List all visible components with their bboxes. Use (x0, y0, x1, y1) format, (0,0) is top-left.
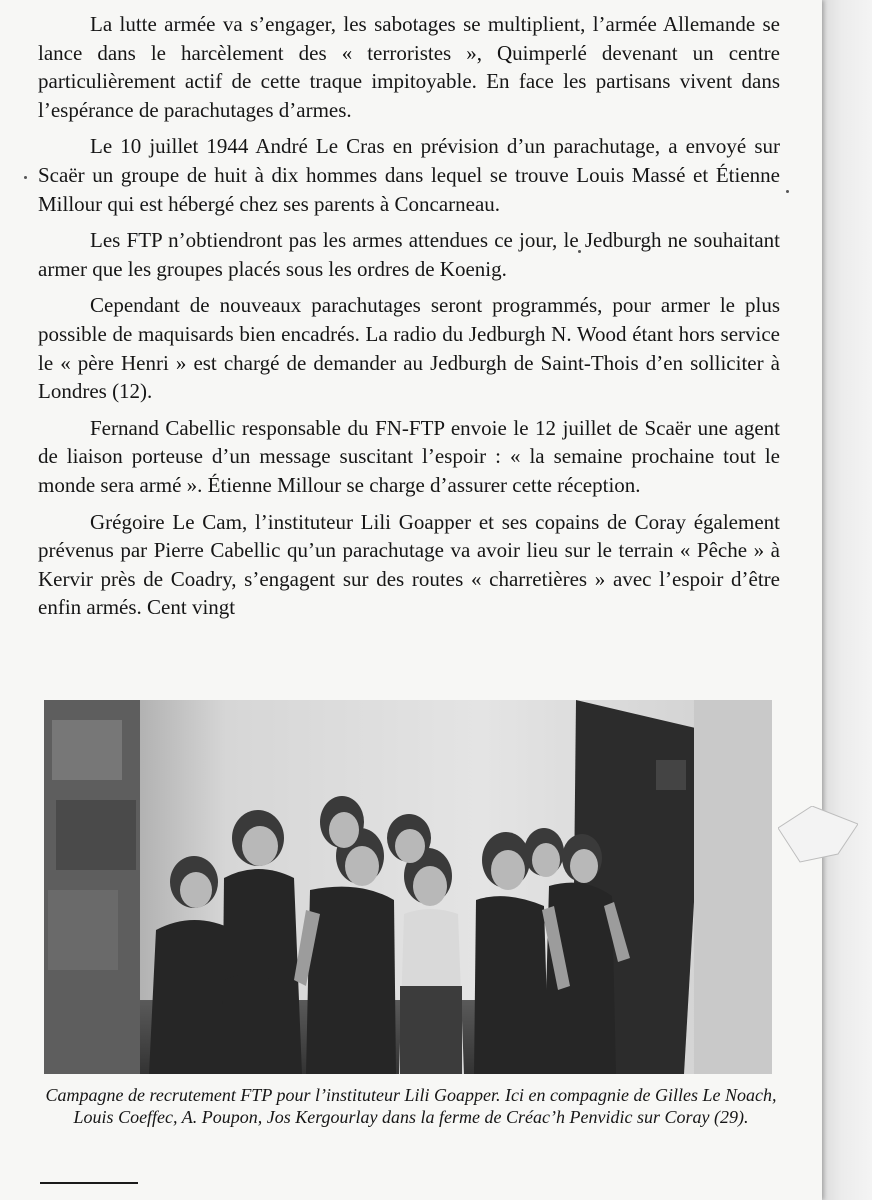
paragraph-1: La lutte armée va s’engager, les sabotages se multiplient, l’armée Allemande se lance dans le harcèlement des « terroristes », Quimperlé devenant un centre particulièrement actif de cette traque impitoyable. En face les partisans vivent dans l’espérance de parachutages d’armes. (38, 12, 780, 122)
paragraph-3: Les FTP n’obtiendront pas les armes attendues ce jour, le Jedburgh ne souhaitant armer que les groupes placés sous les ordres de Koenig. (38, 228, 780, 281)
photo-caption: Campagne de recrutement FTP pour l’instituteur Lili Goapper. Ici en compagnie de Gilles Le Noach, Louis Coeffec, A. Poupon, Jos Kergourlay dans la ferme de Créac’h Penvidic sur Coray (29). (45, 1085, 777, 1127)
paragraph-2: Le 10 juillet 1944 André Le Cras en prévision d’un parachutage, a envoyé sur Scaër un groupe de huit à dix hommes dans lequel se trouve Louis Massé et Étienne Millour qui est hébergé chez ses parents à Concarneau. (38, 134, 780, 216)
group-photograph (44, 700, 772, 1074)
paragraph-4: Cependant de nouveaux parachutages seront programmés, pour armer le plus possible de maquisards bien encadrés. La radio du Jedburgh N. Wood étant hors service le « père Henri » est chargé de demander au Jedburgh de Saint-Thois d’en solliciter à Londres (12). (38, 293, 780, 404)
footnote-rule (40, 1182, 138, 1184)
body-text (38, 10, 780, 630)
scan-speck (786, 190, 789, 193)
torn-paper-corner (778, 806, 858, 866)
paragraph-6: Grégoire Le Cam, l’instituteur Lili Goapper et ses copains de Coray également prévenus par Pierre Cabellic qu’un parachutage va avoir lieu sur le terrain « Pêche » à Kervir près de Coadry, s’engagent sur des routes « charretières » avec l’espoir d’être enfin armés. Cent vingt (38, 509, 780, 620)
scan-speck (24, 176, 27, 179)
paragraph-5: Fernand Cabellic responsable du FN-FTP envoie le 12 juillet de Scaër une agent de liaison porteuse d’un message suscitant l’espoir : « la semaine prochaine tout le monde sera armé ». Étienne Millour se charge d’assurer cette réception. (38, 415, 780, 497)
scan-background-edge (822, 0, 872, 1200)
